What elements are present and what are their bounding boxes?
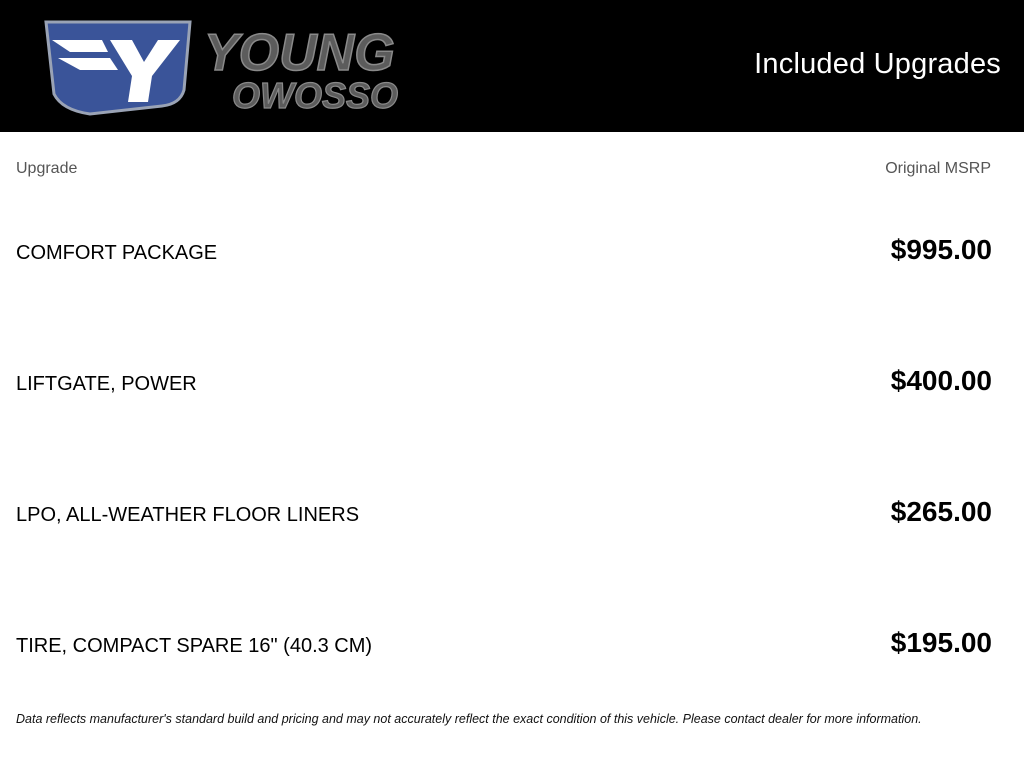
svg-text:OWOSSO: OWOSSO	[232, 75, 399, 116]
svg-text:YOUNG: YOUNG	[204, 24, 395, 82]
upgrade-price: $995.00	[890, 234, 992, 265]
upgrade-row	[16, 627, 992, 667]
young-owosso-logo	[40, 18, 510, 118]
upgrade-row	[16, 234, 992, 274]
upgrade-name: LIFTGATE, POWER	[16, 373, 197, 395]
page-title: Included Upgrades	[754, 48, 1001, 80]
upgrade-row	[16, 365, 992, 405]
upgrade-name: COMFORT PACKAGE	[16, 242, 218, 264]
header-bar	[0, 0, 1024, 132]
upgrade-name: LPO, ALL-WEATHER FLOOR LINERS	[16, 504, 360, 526]
upgrade-name: TIRE, COMPACT SPARE 16" (40.3 CM)	[16, 635, 373, 657]
upgrade-price: $265.00	[890, 496, 992, 527]
upgrade-column-header: Upgrade	[16, 160, 78, 177]
upgrade-price: $400.00	[890, 365, 992, 396]
disclaimer-text: Data reflects manufacturer's standard build and pricing and may not accurately reflect the exact condition of this vehicle. Please contact dealer for more information.	[16, 712, 922, 726]
upgrade-price: $195.00	[890, 627, 992, 658]
msrp-column-header: Original MSRP	[885, 160, 991, 177]
upgrade-row	[16, 496, 992, 536]
